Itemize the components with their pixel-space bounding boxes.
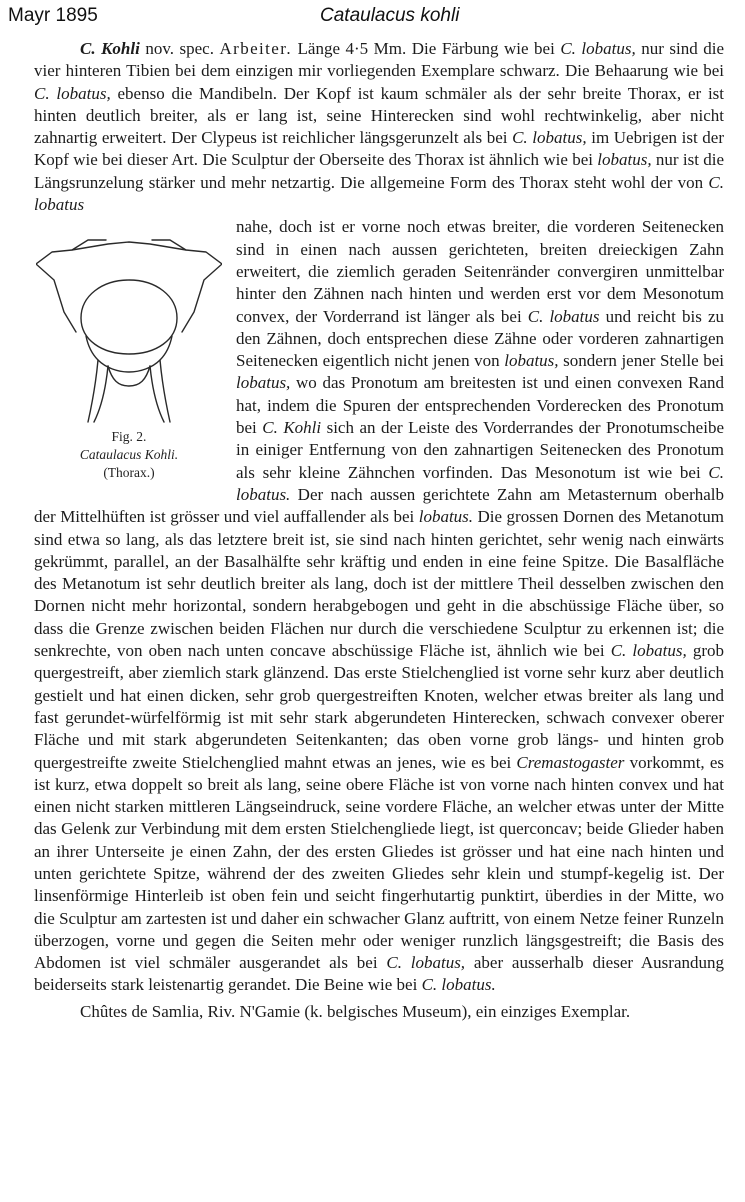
pronotum-outline xyxy=(36,242,222,332)
header-author-year: Mayr 1895 xyxy=(8,5,98,26)
locality-paragraph: Chûtes de Samlia, Riv. N'Gamie (k. belgisches Museum), ein einziges Exemplar. xyxy=(80,1001,631,1021)
figure-number: Fig. 2. xyxy=(111,429,147,445)
figure-part: (Thorax.) xyxy=(103,465,155,481)
species-name: C. Kohli xyxy=(80,39,140,58)
figure-taxon: Cataulacus Kohli. xyxy=(79,447,179,463)
thorax-illustration xyxy=(36,236,222,426)
thorax-figure xyxy=(30,216,228,502)
caste-label: Arbeiter. xyxy=(219,39,293,58)
header-taxon: Cataulacus kohli xyxy=(320,5,460,26)
description-paragraph: C. Kohli nov. spec. Arbeiter. Länge 4·5 Mm. Die Färbung wie bei C. lobatus, nur sind die vier hinteren Tibien bei dem einzigen mir vorliegenden Exemplare schwarz. Die Behaarung wie bei C. lobatus, ebenso die Mandibeln. Der Kopf ist kaum schmäler als der sehr breite Thorax, er ist hinten deutlich breiter, als er lang ist, seine Hinterecken sind wohl rechtwinkelig, aber nicht zahnartig erweitert. Der Clypeus ist reichlicher längsgerunzelt als bei C. lobatus, im Uebrigen ist der Kopf wie bei dieser Art. Die Sculptur der Oberseite des Thorax ist ähnlich wie bei lobatus, nur ist die Längsrunzelung stärker und mehr netzartig. Die allgemeine Form des Thorax steht wohl der von C. lobatus xyxy=(34,39,725,215)
declivity-outline xyxy=(108,366,150,386)
spine-left xyxy=(88,360,108,422)
species-description: C. Kohli nov. spec. Arbeiter. Länge 4·5 Mm. Die Färbung wie bei C. lobatus, nur sind die vier hinteren Tibien bei dem einzigen mir vorliegenden Exemplare schwarz. Die Behaarung wie bei C. lobatus, ebenso die Mandibeln. Der Kopf ist kaum schmäler als der sehr breite Thorax, er ist hinten deutlich breiter, als er lang ist, seine Hinterecken sind wohl rechtwinkelig, aber nicht zahnartig erweitert. Der Clypeus ist reichlicher längsgerunzelt als bei C. lobatus, im Uebrigen ist der Kopf wie bei dieser Art. Die Sculptur der Oberseite des Thorax ist ähnlich wie bei lobatus, nur ist die Längsrunzelung stärker und mehr netzartig. Die allgemeine Form des Thorax steht wohl der von C. lobatus Fig. 2. Cataulacus Kohli. (Thorax.) nahe, doch ist er vorne noch etwas breiter, die vorderen Seitenecken sind in einen nach aussen gerichteten, breiten dreieckigen Zahn erweitert, die ziemlich geraden Seitenränder convergiren unmittelbar hinter den Zähnen nach hinten und werden erst vor dem Mesonotum convex, der Vorderrand ist länger als bei C. lobatus und reicht bis zu den Zähnen, doch entsprechen diese Zähne oder vorderen zahnartigen Seitenecken eigentlich nicht jenen von lobatus, sondern jener Stelle bei lobatus, wo das Pronotum am breitesten ist und einen convexen Rand hat, indem die Spuren der entsprechenden Vorderecken des Pronotum bei C. Kohli sich an der Leiste des Vorderrandes der Pronotumscheibe in einiger Entfernung von den zahnartigen Seitenecken des Pronotum als sehr kleine Zähnchen vorfinden. Das Mesonotum ist wie bei C. lobatus. Der nach aussen gerichtete Zahn am Metasternum oberhalb der Mittelhüften ist grösser und viel auffallender als bei lobatus. Die grossen Dornen des Metanotum sind etwa so lang, als das letztere breit ist, sie sind nach hinten gerichtet, sehr wenig nach einwärts gekrümmt, parallel, an der Basalhälfte sehr kräftig und enden in eine feine Spitze. Die Basalfläche des Metanotum ist sehr deutlich breiter als lang, doch ist der mittlere Theil desselben zwischen den Dornen nicht mehr horizontal, sondern herabgebogen und geht in die abschüssige Fläche über, so dass die Grenze zwischen beiden Flächen nur durch die verschiedene Sculptur zu erkennen ist; die senkrechte, von oben nach unten concave abschüssige Fläche ist, ähnlich wie bei C. lobatus, grob quergestreift, aber ziemlich stark glänzend. Das erste Stielchenglied ist vorne sehr kurz aber deutlich gestielt und hat einen dicken, sehr grob quergestreiften Knoten, welcher etwas breiter als lang und fast gerundet-würfelförmig ist mit sehr stark abgerundeten Hinterecken, schwach convexer oberer Fläche und mit stark abgerundeten Seitenkanten; das oben vorne grob längs- und hinten grob quergestreifte zweite Stielchenglied mahnt etwas an jenes, wie es bei Cremastogaster vorkommt, es ist kurz, etwa doppelt so breit als lang, seine obere Fläche ist von vorne nach hinten convex und hat einen nicht starken mittleren Längseindruck, seine vordere Fläche, an welcher etwas unter der Mitte das Gelenk zur Verbindung mit dem ersten Stielchengliede liegt, ist querconcav; beide Glieder haben an ihrer Unterseite je einen Zahn, der des ersten Gliedes ist grösser und hat eine nach hinten und unten gerichtete Spitze, während der des zweiten Gliedes sehr klein und stumpf-kegelig ist. Der linsenförmige Hinterleib ist oben fein und seicht fingerhutartig punktirt, überdies in der Mitte, wo die Sculptur am zartesten ist und daher ein schwacher Glanz auftritt, von einem Netze feiner Runzeln überzogen, vorne und gegen die Seiten mehr oder weniger runzlich längsgestreift; die Basis des Abdomen ist viel schmäler ausgerandet als bei C. lobatus, aber ausserhalb dieser Ausrandung beiderseits stark leistenartig gerandet. Die Beine wie bei C. lobatus. Chûtes de Samlia, Riv. N'Gamie (k. belgisches Museum), ein einziges Exemplar. xyxy=(34,38,724,1023)
spine-right xyxy=(150,360,170,422)
figure-caption xyxy=(30,428,228,482)
mesonotum-outline xyxy=(81,280,177,354)
